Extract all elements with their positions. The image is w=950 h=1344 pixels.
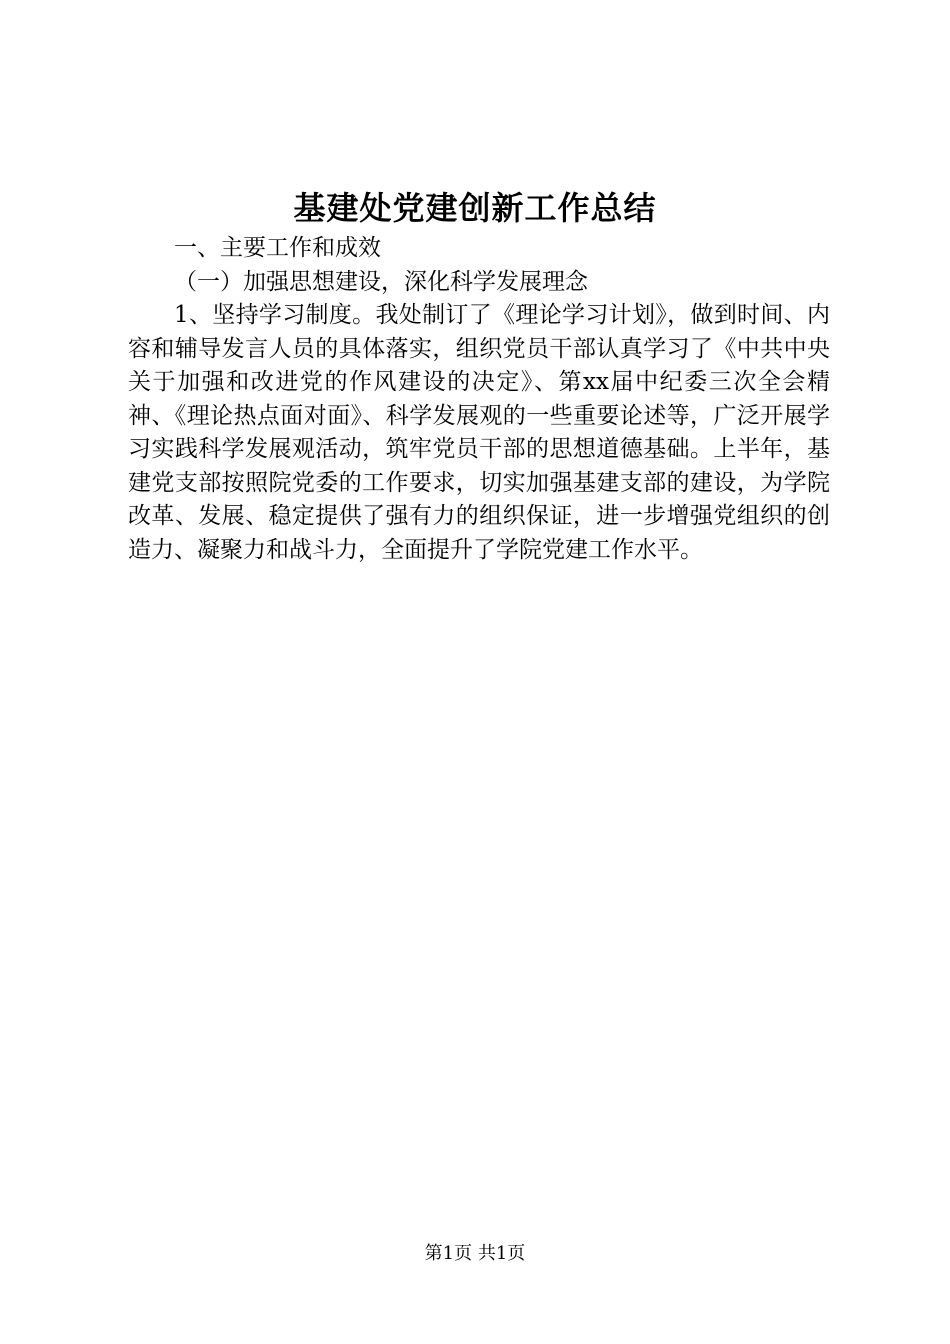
body-paragraph: 1、坚持学习制度。我处制订了《理论学习计划》，做到时间、内容和辅导发言人员的具体落实，组织党员干部认真学习了《中共中央关于加强和改进党的作风建设的决定》、第xx届中纪委三次全会精神、《理论热点面对面》、科学发展观的一些重要论述等，广泛开展学习实践科学发展观活动，筑牢党员干部的思想道德基础。上半年，基建党支部按照院党委的工作要求，切实加强基建支部的建设，为学院改革、发展、稳定提供了强有力的组织保证，进一步增强党组织的创造力、凝聚力和战斗力，全面提升了学院党建工作水平。 bbox=[128, 302, 830, 563]
document-body bbox=[128, 232, 830, 567]
subsection-heading: （一）加强思想建设，深化科学发展理念 bbox=[174, 268, 588, 295]
document-title: 基建处党建创新工作总结 bbox=[293, 189, 657, 227]
section-heading: 一、主要工作和成效 bbox=[174, 235, 381, 261]
page-footer: 第1页 共1页 bbox=[424, 1243, 526, 1264]
